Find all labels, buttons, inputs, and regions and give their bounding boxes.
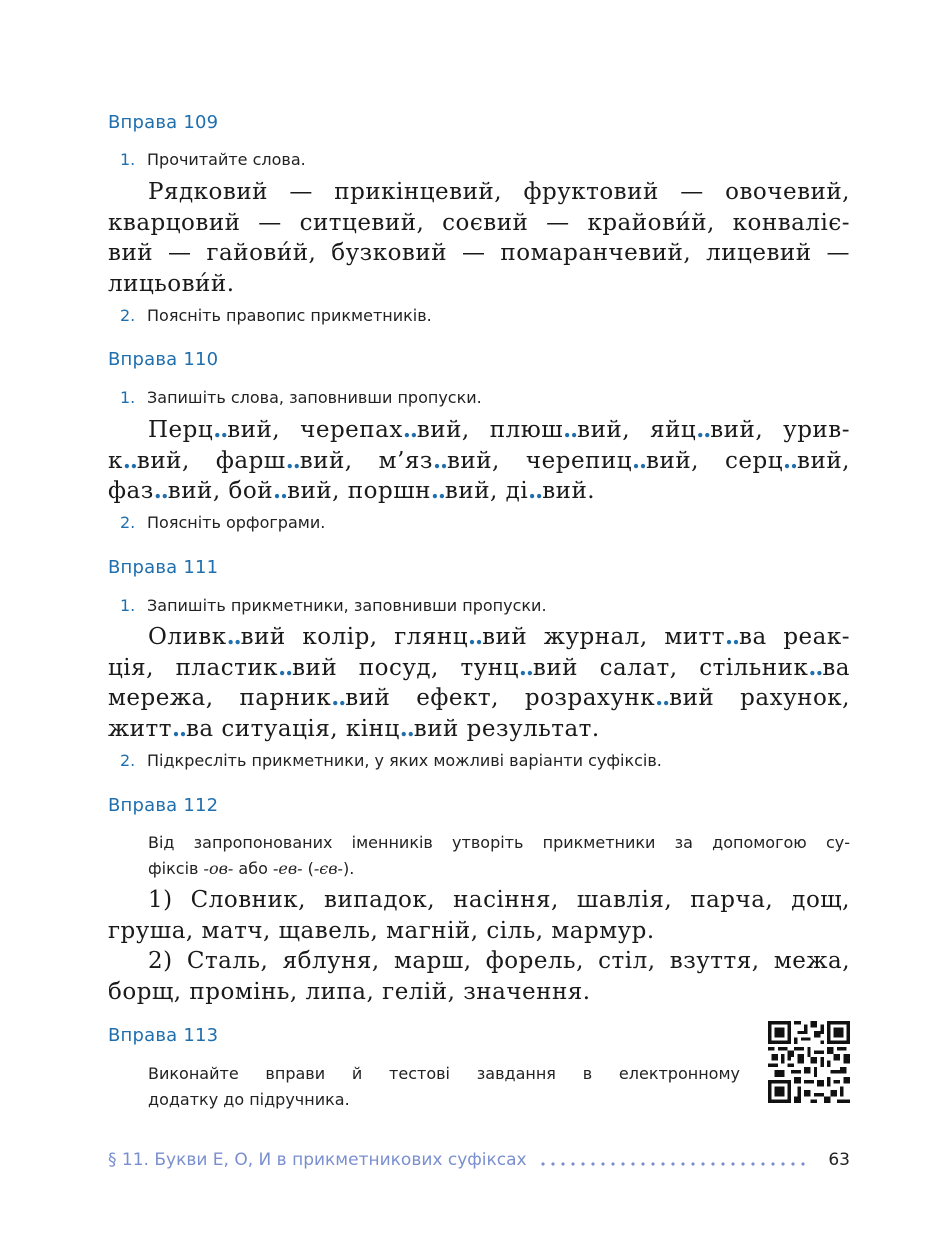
gap-marker: .. <box>399 714 414 742</box>
gap-marker: .. <box>273 477 288 504</box>
page-footer <box>108 1150 850 1178</box>
word-fragment: вий журнал, митт <box>482 624 725 650</box>
word-fragment: Перц <box>148 417 214 443</box>
exercise-111-task-1 <box>120 593 850 619</box>
text-line: кварцовий — ситцевий, соєвий — крайови́й, конваліє- <box>108 209 850 236</box>
word-fragment: мережа, парник <box>108 685 332 711</box>
word-fragment: житт <box>108 715 172 742</box>
dotted-leader <box>538 1162 810 1166</box>
exercise-112-words <box>108 885 850 1007</box>
exercise-113-title: Вправа 113 <box>108 1025 219 1046</box>
word-fragment: фаз <box>108 478 154 504</box>
gap-marker: .. <box>518 653 533 681</box>
task-text: Прочитайте слова. <box>147 150 306 169</box>
instruction-line: фіксів -ов- або -ев- (-єв-). <box>148 859 355 878</box>
exercise-112-title: Вправа 112 <box>108 795 219 816</box>
gap-marker: .. <box>430 477 445 504</box>
text-line: борщ, промінь, липа, гелій, значення. <box>108 978 591 1005</box>
word-fragment: вий, черепиц <box>446 447 633 474</box>
word-fragment: вий, серц <box>646 447 784 474</box>
gap-marker: .. <box>808 653 823 681</box>
word-fragment: вий рахунок, <box>669 685 850 711</box>
task-number: 1. <box>120 150 136 169</box>
task-number: 2. <box>120 751 136 770</box>
gap-marker: .. <box>285 446 300 474</box>
instruction-line: Від запропонованих іменників утворіть прикметники за допомогою су- <box>148 833 850 852</box>
word-fragment: вий, черепах <box>227 417 403 443</box>
word-fragment: ція, пластик <box>108 654 279 681</box>
suffix-yev: -єв- <box>313 859 343 878</box>
gap-marker: .. <box>402 416 417 443</box>
text-line <box>108 714 850 745</box>
gap-marker: .. <box>122 446 137 474</box>
gap-marker: .. <box>632 446 647 474</box>
text-line <box>108 683 850 714</box>
instruction-line: Виконайте вправи й тестові завдання в електронному <box>148 1064 740 1083</box>
word-fragment: вий, бой <box>167 478 274 504</box>
task-text: Поясніть орфограми. <box>147 513 326 532</box>
gap-marker: .. <box>725 623 740 650</box>
word-fragment: вий, плюш <box>416 417 564 443</box>
suffix-ev: -ев- <box>272 859 303 878</box>
exercise-110-words <box>108 415 850 507</box>
word-fragment: вий, урив- <box>710 417 850 443</box>
gap-marker: .. <box>171 714 186 742</box>
gap-marker: .. <box>783 446 798 474</box>
word-fragment: вий. <box>542 478 596 504</box>
exercise-110-task-2 <box>120 510 850 536</box>
text-line <box>108 446 850 477</box>
gap-marker: .. <box>528 477 543 504</box>
exercise-109-task-1 <box>120 147 850 173</box>
word-fragment: вий, поршн <box>287 478 431 504</box>
exercise-113-instruction <box>148 1061 740 1113</box>
gap-marker: .. <box>331 684 346 711</box>
text-line <box>108 415 850 446</box>
text-line: груша, матч, щавель, магній, сіль, мармур. <box>108 917 655 944</box>
text-line: лицьови́й. <box>108 270 235 297</box>
text-line: вий — гайови́й, бузковий — помаранчевий, лицевий — <box>108 240 850 266</box>
word-fragment: вий колір, глянц <box>240 624 469 650</box>
gap-marker: .. <box>278 653 293 681</box>
exercise-111-title: Вправа 111 <box>108 557 219 578</box>
task-text: Запишіть прикметники, заповнивши пропуски. <box>147 596 547 615</box>
text-line: Рядковий — прикінцевий, фруктовий — овочевий, <box>148 179 850 205</box>
text-line <box>108 622 850 653</box>
exercise-111-task-2 <box>120 748 850 774</box>
word-fragment: вий посуд, тунц <box>292 654 519 681</box>
word-fragment: вий, ді <box>444 478 529 504</box>
gap-marker: .. <box>563 416 578 443</box>
exercise-111-words <box>108 622 850 744</box>
gap-marker: .. <box>696 416 711 443</box>
gap-marker: .. <box>226 623 241 650</box>
word-fragment: вий результат. <box>413 715 600 742</box>
section-title: § 11. Букви Е, О, И в прикметникових суфіксах <box>108 1150 527 1170</box>
gap-marker: .. <box>153 477 168 504</box>
exercise-110-title: Вправа 110 <box>108 349 219 370</box>
gap-marker: .. <box>655 684 670 711</box>
text-line <box>108 476 850 507</box>
instruction-line: додатку до підручника. <box>148 1090 350 1109</box>
qr-code-icon[interactable] <box>768 1021 850 1103</box>
word-fragment: вий, <box>797 447 850 474</box>
word-fragment: вий ефект, розрахунк <box>345 685 656 711</box>
exercise-109-task-2 <box>120 303 850 329</box>
word-fragment: ва ситуація, кінц <box>185 715 400 742</box>
task-number: 2. <box>120 306 136 325</box>
exercise-109-title: Вправа 109 <box>108 112 219 133</box>
exercise-109-words <box>108 177 850 299</box>
exercise-112-instruction <box>148 830 850 882</box>
gap-marker: .. <box>468 623 483 650</box>
task-number: 1. <box>120 596 136 615</box>
word-fragment: Оливк <box>148 624 227 650</box>
page-number: 63 <box>828 1150 850 1170</box>
word-fragment: вий, м’яз <box>299 447 433 474</box>
word-fragment: к <box>108 447 123 474</box>
task-number: 2. <box>120 513 136 532</box>
word-fragment: ва реак- <box>739 624 851 650</box>
exercise-110-task-1 <box>120 385 850 411</box>
text-line: 2) Сталь, яблуня, марш, форель, стіл, взуття, межа, <box>148 948 850 974</box>
word-fragment: вий, фарш <box>136 447 286 474</box>
task-number: 1. <box>120 388 136 407</box>
gap-marker: .. <box>213 416 228 443</box>
text-line: 1) Словник, випадок, насіння, шавлія, парча, дощ, <box>148 887 850 913</box>
task-text: Запишіть слова, заповнивши пропуски. <box>147 388 482 407</box>
word-fragment: ва <box>822 654 851 681</box>
word-fragment: вий салат, стільник <box>532 654 809 681</box>
suffix-ov: -ов- <box>203 859 234 878</box>
gap-marker: .. <box>432 446 447 474</box>
task-text: Підкресліть прикметники, у яких можливі варіанти суфіксів. <box>147 751 662 770</box>
word-fragment: вий, яйц <box>577 417 697 443</box>
task-text: Поясніть правопис прикметників. <box>147 306 432 325</box>
text-line <box>108 653 850 684</box>
